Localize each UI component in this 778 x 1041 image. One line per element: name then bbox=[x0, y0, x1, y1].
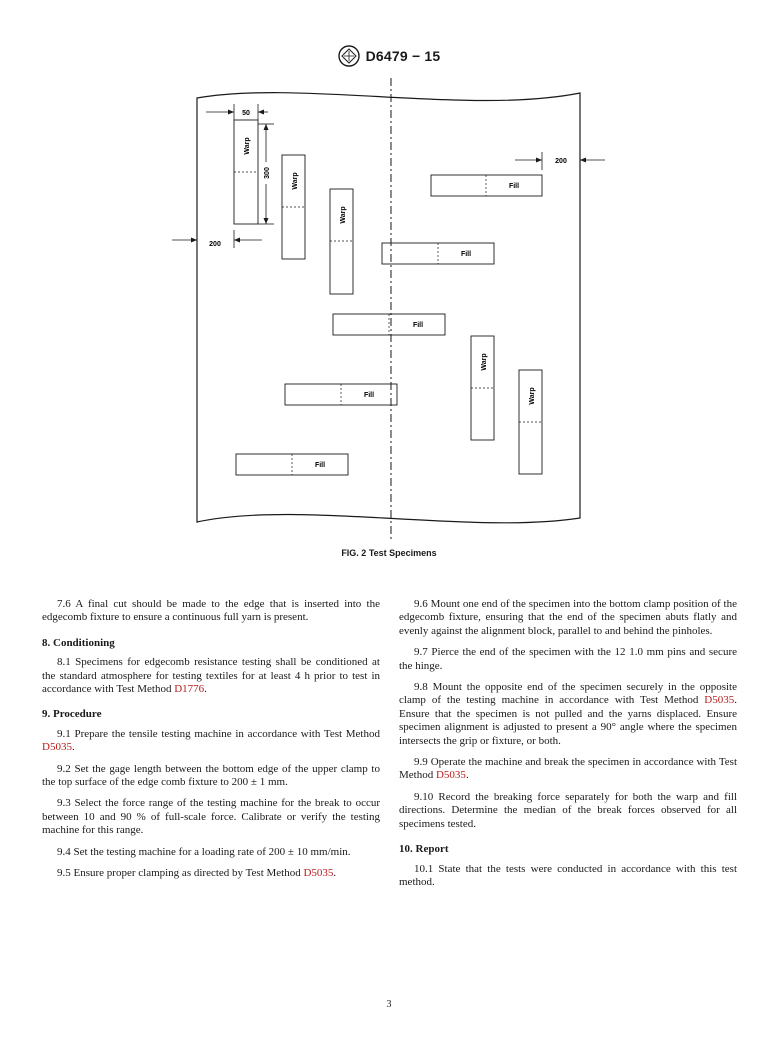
paragraph-10-1: 10.1 State that the tests were conducted in accordance with this test method. bbox=[399, 862, 737, 888]
paragraph-8-1: 8.1 Specimens for edgecomb resistance testing shall be conditioned at the standard atmosphere for testing textiles for at least 4 h prior to test in accordance with Test Method D1776. bbox=[42, 656, 380, 696]
dim-left-label: 200 bbox=[209, 241, 221, 248]
left-column bbox=[42, 598, 380, 889]
paragraph-9-3: 9.3 Select the force range of the testing machine for the break to occur between 10 and 90 % of full-scale force. Calibrate or verify the testing machine for this range. bbox=[42, 797, 380, 837]
svg-text:Warp: Warp bbox=[340, 206, 347, 224]
fill-specimen bbox=[333, 314, 445, 335]
paragraph-9-5: 9.5 Ensure proper clamping as directed by Test Method D5035. bbox=[57, 867, 337, 880]
warp-specimen bbox=[282, 155, 305, 259]
figure-caption: FIG. 2 Test Specimens bbox=[341, 548, 437, 558]
warp-specimen bbox=[330, 189, 353, 294]
heading-conditioning: 8. Conditioning bbox=[42, 636, 115, 649]
fill-specimen bbox=[285, 384, 397, 405]
d5035-link[interactable]: D5035 bbox=[435, 769, 466, 782]
dim-length-label: 300 bbox=[264, 167, 271, 179]
d5035-link[interactable]: D5035 bbox=[303, 867, 334, 880]
page-number: 3 bbox=[386, 999, 392, 1010]
dim-width-label: 50 bbox=[242, 110, 250, 117]
d1776-link[interactable]: D1776 bbox=[174, 683, 205, 696]
svg-text:Warp: Warp bbox=[244, 137, 251, 155]
right-column bbox=[399, 598, 737, 897]
paragraph-9-7: 9.7 Pierce the end of the specimen with the 12 1.0 mm pins and secure the hinge. bbox=[399, 646, 737, 672]
paragraph-9-10: 9.10 Record the breaking force separately for both the warp and fill directions. Determine the median of the break forces observed for all specimens tested. bbox=[399, 790, 737, 830]
d5035-link[interactable]: D5035 bbox=[42, 741, 72, 754]
warp-specimen bbox=[519, 370, 542, 474]
document-id: D6479 − 15 bbox=[365, 48, 441, 64]
paragraph-9-8: 9.8 Mount the opposite end of the specimen securely in the opposite clamp of the testing machine in accordance with Test Method D5035. Ensure that the specimen is not pulled and the yarns displaced. Ensure specimen alignment is adjusted to present a 90° angle where the specimen intersects the grip or fixture, or both. bbox=[399, 681, 737, 747]
svg-text:Fill: Fill bbox=[508, 183, 520, 190]
heading-procedure: 9. Procedure bbox=[42, 708, 102, 721]
svg-text:Fill: Fill bbox=[363, 392, 375, 399]
fabric-outline bbox=[197, 93, 580, 523]
svg-text:Fill: Fill bbox=[314, 462, 326, 469]
dim-right-label: 200 bbox=[555, 158, 567, 165]
fill-specimen bbox=[382, 243, 494, 264]
paragraph-7-6: 7.6 A final cut should be made to the edge that is inserted into the edgecomb fixture to ensure a continuous full yarn is present. bbox=[42, 598, 380, 624]
heading-report: 10. Report bbox=[399, 843, 449, 856]
paragraph-9-9: 9.9 Operate the machine and break the specimen in accordance with Test Method D5035. bbox=[399, 756, 737, 782]
fill-specimen bbox=[236, 454, 348, 475]
warp-specimen bbox=[471, 336, 494, 440]
svg-text:Warp: Warp bbox=[529, 387, 536, 405]
svg-text:Warp: Warp bbox=[292, 172, 299, 190]
paragraph-9-2: 9.2 Set the gage length between the bottom edge of the upper clamp to the top surface of the edge comb fixture to 200 ± 1 mm. bbox=[42, 762, 380, 789]
fill-specimen bbox=[431, 175, 542, 196]
paragraph-9-1: 9.1 Prepare the tensile testing machine in accordance with Test Method D5035. bbox=[42, 727, 380, 754]
svg-text:Warp: Warp bbox=[481, 353, 488, 371]
d5035-link[interactable]: D5035 bbox=[704, 694, 735, 707]
svg-text:Fill: Fill bbox=[412, 322, 424, 329]
paragraph-9-6: 9.6 Mount one end of the specimen into the bottom clamp position of the edgecomb fixture, ensuring that the end of the specimen abuts flatly and evenly against the alignment block, parallel to and behind the pinholes. bbox=[399, 598, 737, 637]
svg-text:Fill: Fill bbox=[460, 251, 472, 258]
paragraph-9-4: 9.4 Set the testing machine for a loading rate of 200 ± 10 mm/min. bbox=[57, 845, 351, 858]
